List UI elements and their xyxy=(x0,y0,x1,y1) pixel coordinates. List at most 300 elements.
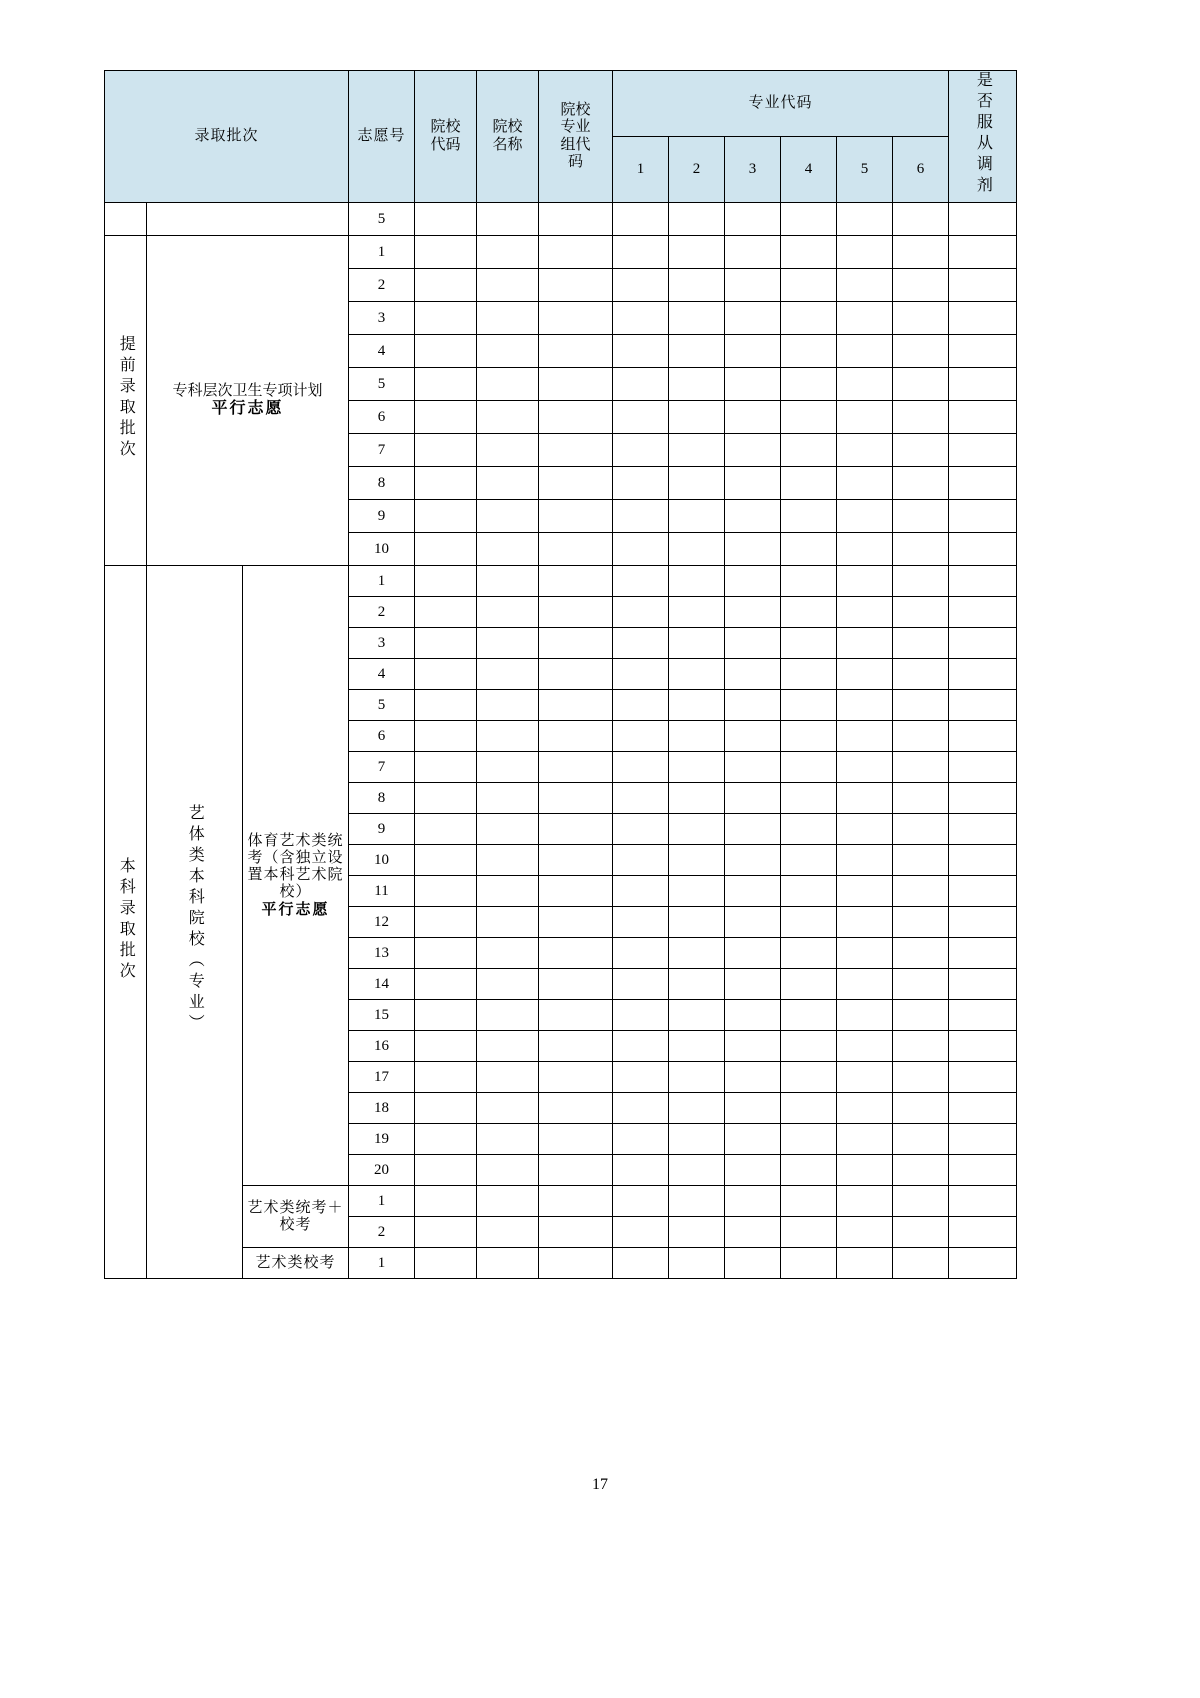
major-code-cell-2[interactable] xyxy=(669,335,725,368)
obey-adjust-cell[interactable] xyxy=(949,1186,1017,1217)
school-code-cell[interactable] xyxy=(415,1186,477,1217)
school-group-code-cell[interactable] xyxy=(539,269,613,302)
obey-adjust-cell[interactable] xyxy=(949,1031,1017,1062)
major-code-cell-1[interactable] xyxy=(613,302,669,335)
major-code-cell-2[interactable] xyxy=(669,752,725,783)
school-group-code-cell[interactable] xyxy=(539,467,613,500)
school-name-cell[interactable] xyxy=(477,1217,539,1248)
major-code-cell-6[interactable] xyxy=(893,659,949,690)
school-name-cell[interactable] xyxy=(477,814,539,845)
school-code-cell[interactable] xyxy=(415,814,477,845)
obey-adjust-cell[interactable] xyxy=(949,721,1017,752)
major-code-cell-2[interactable] xyxy=(669,302,725,335)
school-group-code-cell[interactable] xyxy=(539,783,613,814)
major-code-cell-1[interactable] xyxy=(613,1062,669,1093)
school-name-cell[interactable] xyxy=(477,1186,539,1217)
major-code-cell-2[interactable] xyxy=(669,721,725,752)
major-code-cell-3[interactable] xyxy=(725,368,781,401)
major-code-cell-3[interactable] xyxy=(725,721,781,752)
major-code-cell-3[interactable] xyxy=(725,1093,781,1124)
obey-adjust-cell[interactable] xyxy=(949,467,1017,500)
major-code-cell-3[interactable] xyxy=(725,938,781,969)
school-name-cell[interactable] xyxy=(477,467,539,500)
school-group-code-cell[interactable] xyxy=(539,533,613,566)
major-code-cell-5[interactable] xyxy=(837,434,893,467)
school-name-cell[interactable] xyxy=(477,783,539,814)
obey-adjust-cell[interactable] xyxy=(949,1248,1017,1279)
school-group-code-cell[interactable] xyxy=(539,1155,613,1186)
major-code-cell-5[interactable] xyxy=(837,907,893,938)
major-code-cell-3[interactable] xyxy=(725,434,781,467)
major-code-cell-3[interactable] xyxy=(725,1124,781,1155)
major-code-cell-4[interactable] xyxy=(781,1000,837,1031)
obey-adjust-cell[interactable] xyxy=(949,368,1017,401)
school-group-code-cell[interactable] xyxy=(539,907,613,938)
major-code-cell-2[interactable] xyxy=(669,500,725,533)
major-code-cell-6[interactable] xyxy=(893,1000,949,1031)
major-code-cell-3[interactable] xyxy=(725,1217,781,1248)
school-group-code-cell[interactable] xyxy=(539,1093,613,1124)
major-code-cell-4[interactable] xyxy=(781,236,837,269)
obey-adjust-cell[interactable] xyxy=(949,845,1017,876)
major-code-cell-5[interactable] xyxy=(837,597,893,628)
major-code-cell-4[interactable] xyxy=(781,845,837,876)
major-code-cell-3[interactable] xyxy=(725,814,781,845)
major-code-cell-2[interactable] xyxy=(669,1217,725,1248)
major-code-cell-3[interactable] xyxy=(725,335,781,368)
major-code-cell-6[interactable] xyxy=(893,1093,949,1124)
major-code-cell-6[interactable] xyxy=(893,752,949,783)
major-code-cell-6[interactable] xyxy=(893,434,949,467)
school-code-cell[interactable] xyxy=(415,659,477,690)
major-code-cell-4[interactable] xyxy=(781,1093,837,1124)
major-code-cell-4[interactable] xyxy=(781,203,837,236)
school-group-code-cell[interactable] xyxy=(539,938,613,969)
major-code-cell-5[interactable] xyxy=(837,1062,893,1093)
school-name-cell[interactable] xyxy=(477,721,539,752)
major-code-cell-6[interactable] xyxy=(893,814,949,845)
major-code-cell-2[interactable] xyxy=(669,467,725,500)
major-code-cell-4[interactable] xyxy=(781,876,837,907)
major-code-cell-5[interactable] xyxy=(837,783,893,814)
school-name-cell[interactable] xyxy=(477,1155,539,1186)
major-code-cell-3[interactable] xyxy=(725,1248,781,1279)
major-code-cell-6[interactable] xyxy=(893,1217,949,1248)
major-code-cell-6[interactable] xyxy=(893,628,949,659)
major-code-cell-5[interactable] xyxy=(837,269,893,302)
school-code-cell[interactable] xyxy=(415,628,477,659)
school-name-cell[interactable] xyxy=(477,907,539,938)
major-code-cell-2[interactable] xyxy=(669,1124,725,1155)
major-code-cell-4[interactable] xyxy=(781,814,837,845)
school-name-cell[interactable] xyxy=(477,1093,539,1124)
school-code-cell[interactable] xyxy=(415,1124,477,1155)
major-code-cell-1[interactable] xyxy=(613,1248,669,1279)
major-code-cell-1[interactable] xyxy=(613,236,669,269)
major-code-cell-3[interactable] xyxy=(725,597,781,628)
obey-adjust-cell[interactable] xyxy=(949,401,1017,434)
major-code-cell-2[interactable] xyxy=(669,659,725,690)
school-code-cell[interactable] xyxy=(415,1248,477,1279)
school-code-cell[interactable] xyxy=(415,938,477,969)
obey-adjust-cell[interactable] xyxy=(949,203,1017,236)
obey-adjust-cell[interactable] xyxy=(949,1062,1017,1093)
school-name-cell[interactable] xyxy=(477,401,539,434)
school-name-cell[interactable] xyxy=(477,1062,539,1093)
major-code-cell-1[interactable] xyxy=(613,597,669,628)
major-code-cell-6[interactable] xyxy=(893,690,949,721)
major-code-cell-5[interactable] xyxy=(837,721,893,752)
major-code-cell-5[interactable] xyxy=(837,302,893,335)
major-code-cell-3[interactable] xyxy=(725,1031,781,1062)
major-code-cell-2[interactable] xyxy=(669,269,725,302)
school-name-cell[interactable] xyxy=(477,597,539,628)
major-code-cell-1[interactable] xyxy=(613,659,669,690)
major-code-cell-4[interactable] xyxy=(781,1124,837,1155)
major-code-cell-6[interactable] xyxy=(893,1124,949,1155)
major-code-cell-6[interactable] xyxy=(893,302,949,335)
obey-adjust-cell[interactable] xyxy=(949,302,1017,335)
major-code-cell-3[interactable] xyxy=(725,628,781,659)
major-code-cell-2[interactable] xyxy=(669,690,725,721)
school-group-code-cell[interactable] xyxy=(539,814,613,845)
school-code-cell[interactable] xyxy=(415,1155,477,1186)
school-group-code-cell[interactable] xyxy=(539,597,613,628)
school-group-code-cell[interactable] xyxy=(539,335,613,368)
school-code-cell[interactable] xyxy=(415,1093,477,1124)
major-code-cell-1[interactable] xyxy=(613,566,669,597)
school-name-cell[interactable] xyxy=(477,1124,539,1155)
obey-adjust-cell[interactable] xyxy=(949,335,1017,368)
major-code-cell-4[interactable] xyxy=(781,467,837,500)
school-code-cell[interactable] xyxy=(415,876,477,907)
school-name-cell[interactable] xyxy=(477,938,539,969)
major-code-cell-3[interactable] xyxy=(725,566,781,597)
major-code-cell-3[interactable] xyxy=(725,1155,781,1186)
obey-adjust-cell[interactable] xyxy=(949,500,1017,533)
school-name-cell[interactable] xyxy=(477,236,539,269)
school-name-cell[interactable] xyxy=(477,845,539,876)
major-code-cell-1[interactable] xyxy=(613,467,669,500)
major-code-cell-6[interactable] xyxy=(893,368,949,401)
major-code-cell-4[interactable] xyxy=(781,597,837,628)
major-code-cell-2[interactable] xyxy=(669,845,725,876)
major-code-cell-4[interactable] xyxy=(781,1031,837,1062)
major-code-cell-5[interactable] xyxy=(837,1000,893,1031)
obey-adjust-cell[interactable] xyxy=(949,907,1017,938)
major-code-cell-6[interactable] xyxy=(893,203,949,236)
major-code-cell-5[interactable] xyxy=(837,1155,893,1186)
major-code-cell-5[interactable] xyxy=(837,1124,893,1155)
major-code-cell-2[interactable] xyxy=(669,1248,725,1279)
major-code-cell-1[interactable] xyxy=(613,1124,669,1155)
school-group-code-cell[interactable] xyxy=(539,876,613,907)
major-code-cell-1[interactable] xyxy=(613,938,669,969)
school-name-cell[interactable] xyxy=(477,434,539,467)
major-code-cell-5[interactable] xyxy=(837,500,893,533)
obey-adjust-cell[interactable] xyxy=(949,752,1017,783)
major-code-cell-6[interactable] xyxy=(893,597,949,628)
school-code-cell[interactable] xyxy=(415,269,477,302)
school-group-code-cell[interactable] xyxy=(539,845,613,876)
school-name-cell[interactable] xyxy=(477,368,539,401)
major-code-cell-6[interactable] xyxy=(893,907,949,938)
major-code-cell-3[interactable] xyxy=(725,1062,781,1093)
obey-adjust-cell[interactable] xyxy=(949,1093,1017,1124)
major-code-cell-1[interactable] xyxy=(613,335,669,368)
school-name-cell[interactable] xyxy=(477,876,539,907)
school-code-cell[interactable] xyxy=(415,434,477,467)
major-code-cell-1[interactable] xyxy=(613,1031,669,1062)
major-code-cell-2[interactable] xyxy=(669,876,725,907)
major-code-cell-4[interactable] xyxy=(781,302,837,335)
major-code-cell-1[interactable] xyxy=(613,814,669,845)
major-code-cell-4[interactable] xyxy=(781,721,837,752)
school-name-cell[interactable] xyxy=(477,335,539,368)
school-code-cell[interactable] xyxy=(415,752,477,783)
major-code-cell-4[interactable] xyxy=(781,566,837,597)
major-code-cell-6[interactable] xyxy=(893,467,949,500)
major-code-cell-4[interactable] xyxy=(781,335,837,368)
school-code-cell[interactable] xyxy=(415,533,477,566)
major-code-cell-6[interactable] xyxy=(893,1031,949,1062)
major-code-cell-1[interactable] xyxy=(613,401,669,434)
major-code-cell-6[interactable] xyxy=(893,533,949,566)
major-code-cell-2[interactable] xyxy=(669,236,725,269)
major-code-cell-6[interactable] xyxy=(893,938,949,969)
school-code-cell[interactable] xyxy=(415,597,477,628)
major-code-cell-2[interactable] xyxy=(669,597,725,628)
school-group-code-cell[interactable] xyxy=(539,236,613,269)
obey-adjust-cell[interactable] xyxy=(949,1155,1017,1186)
major-code-cell-5[interactable] xyxy=(837,845,893,876)
major-code-cell-6[interactable] xyxy=(893,500,949,533)
major-code-cell-6[interactable] xyxy=(893,783,949,814)
major-code-cell-3[interactable] xyxy=(725,467,781,500)
major-code-cell-5[interactable] xyxy=(837,1186,893,1217)
school-group-code-cell[interactable] xyxy=(539,659,613,690)
obey-adjust-cell[interactable] xyxy=(949,876,1017,907)
school-name-cell[interactable] xyxy=(477,500,539,533)
school-name-cell[interactable] xyxy=(477,1248,539,1279)
school-name-cell[interactable] xyxy=(477,269,539,302)
major-code-cell-1[interactable] xyxy=(613,721,669,752)
obey-adjust-cell[interactable] xyxy=(949,566,1017,597)
major-code-cell-1[interactable] xyxy=(613,1186,669,1217)
school-name-cell[interactable] xyxy=(477,628,539,659)
school-group-code-cell[interactable] xyxy=(539,500,613,533)
major-code-cell-1[interactable] xyxy=(613,907,669,938)
school-code-cell[interactable] xyxy=(415,1000,477,1031)
major-code-cell-5[interactable] xyxy=(837,876,893,907)
major-code-cell-4[interactable] xyxy=(781,969,837,1000)
obey-adjust-cell[interactable] xyxy=(949,814,1017,845)
obey-adjust-cell[interactable] xyxy=(949,969,1017,1000)
school-name-cell[interactable] xyxy=(477,533,539,566)
school-name-cell[interactable] xyxy=(477,1000,539,1031)
major-code-cell-3[interactable] xyxy=(725,876,781,907)
major-code-cell-2[interactable] xyxy=(669,566,725,597)
school-name-cell[interactable] xyxy=(477,752,539,783)
school-code-cell[interactable] xyxy=(415,907,477,938)
major-code-cell-6[interactable] xyxy=(893,1155,949,1186)
obey-adjust-cell[interactable] xyxy=(949,597,1017,628)
school-name-cell[interactable] xyxy=(477,659,539,690)
major-code-cell-5[interactable] xyxy=(837,1093,893,1124)
major-code-cell-2[interactable] xyxy=(669,1155,725,1186)
major-code-cell-6[interactable] xyxy=(893,566,949,597)
major-code-cell-2[interactable] xyxy=(669,368,725,401)
major-code-cell-6[interactable] xyxy=(893,236,949,269)
major-code-cell-4[interactable] xyxy=(781,1062,837,1093)
school-code-cell[interactable] xyxy=(415,500,477,533)
major-code-cell-5[interactable] xyxy=(837,814,893,845)
obey-adjust-cell[interactable] xyxy=(949,783,1017,814)
school-group-code-cell[interactable] xyxy=(539,628,613,659)
major-code-cell-5[interactable] xyxy=(837,533,893,566)
school-code-cell[interactable] xyxy=(415,1062,477,1093)
major-code-cell-6[interactable] xyxy=(893,1186,949,1217)
major-code-cell-6[interactable] xyxy=(893,1248,949,1279)
school-group-code-cell[interactable] xyxy=(539,1248,613,1279)
obey-adjust-cell[interactable] xyxy=(949,1124,1017,1155)
school-group-code-cell[interactable] xyxy=(539,1186,613,1217)
major-code-cell-6[interactable] xyxy=(893,845,949,876)
major-code-cell-2[interactable] xyxy=(669,1031,725,1062)
major-code-cell-4[interactable] xyxy=(781,752,837,783)
school-group-code-cell[interactable] xyxy=(539,1217,613,1248)
major-code-cell-5[interactable] xyxy=(837,659,893,690)
major-code-cell-5[interactable] xyxy=(837,566,893,597)
major-code-cell-2[interactable] xyxy=(669,1000,725,1031)
major-code-cell-3[interactable] xyxy=(725,659,781,690)
major-code-cell-5[interactable] xyxy=(837,938,893,969)
major-code-cell-1[interactable] xyxy=(613,368,669,401)
major-code-cell-4[interactable] xyxy=(781,368,837,401)
school-code-cell[interactable] xyxy=(415,368,477,401)
school-group-code-cell[interactable] xyxy=(539,203,613,236)
major-code-cell-3[interactable] xyxy=(725,1186,781,1217)
obey-adjust-cell[interactable] xyxy=(949,434,1017,467)
major-code-cell-5[interactable] xyxy=(837,1031,893,1062)
major-code-cell-4[interactable] xyxy=(781,269,837,302)
school-code-cell[interactable] xyxy=(415,302,477,335)
major-code-cell-2[interactable] xyxy=(669,938,725,969)
major-code-cell-2[interactable] xyxy=(669,814,725,845)
major-code-cell-3[interactable] xyxy=(725,907,781,938)
obey-adjust-cell[interactable] xyxy=(949,236,1017,269)
major-code-cell-3[interactable] xyxy=(725,1000,781,1031)
school-name-cell[interactable] xyxy=(477,302,539,335)
school-group-code-cell[interactable] xyxy=(539,368,613,401)
school-group-code-cell[interactable] xyxy=(539,1000,613,1031)
major-code-cell-5[interactable] xyxy=(837,401,893,434)
major-code-cell-3[interactable] xyxy=(725,783,781,814)
school-code-cell[interactable] xyxy=(415,845,477,876)
obey-adjust-cell[interactable] xyxy=(949,628,1017,659)
major-code-cell-6[interactable] xyxy=(893,876,949,907)
major-code-cell-4[interactable] xyxy=(781,659,837,690)
major-code-cell-1[interactable] xyxy=(613,1000,669,1031)
major-code-cell-2[interactable] xyxy=(669,1093,725,1124)
school-code-cell[interactable] xyxy=(415,335,477,368)
major-code-cell-2[interactable] xyxy=(669,1062,725,1093)
school-group-code-cell[interactable] xyxy=(539,401,613,434)
major-code-cell-1[interactable] xyxy=(613,434,669,467)
major-code-cell-5[interactable] xyxy=(837,752,893,783)
major-code-cell-5[interactable] xyxy=(837,690,893,721)
major-code-cell-2[interactable] xyxy=(669,1186,725,1217)
obey-adjust-cell[interactable] xyxy=(949,938,1017,969)
school-group-code-cell[interactable] xyxy=(539,1124,613,1155)
major-code-cell-1[interactable] xyxy=(613,628,669,659)
major-code-cell-6[interactable] xyxy=(893,1062,949,1093)
major-code-cell-6[interactable] xyxy=(893,401,949,434)
school-code-cell[interactable] xyxy=(415,969,477,1000)
major-code-cell-1[interactable] xyxy=(613,500,669,533)
major-code-cell-3[interactable] xyxy=(725,969,781,1000)
major-code-cell-2[interactable] xyxy=(669,401,725,434)
major-code-cell-1[interactable] xyxy=(613,783,669,814)
major-code-cell-5[interactable] xyxy=(837,368,893,401)
major-code-cell-3[interactable] xyxy=(725,401,781,434)
major-code-cell-5[interactable] xyxy=(837,335,893,368)
school-code-cell[interactable] xyxy=(415,203,477,236)
school-code-cell[interactable] xyxy=(415,467,477,500)
major-code-cell-2[interactable] xyxy=(669,203,725,236)
school-group-code-cell[interactable] xyxy=(539,434,613,467)
major-code-cell-3[interactable] xyxy=(725,533,781,566)
major-code-cell-4[interactable] xyxy=(781,783,837,814)
school-group-code-cell[interactable] xyxy=(539,302,613,335)
major-code-cell-6[interactable] xyxy=(893,335,949,368)
major-code-cell-1[interactable] xyxy=(613,1155,669,1186)
major-code-cell-1[interactable] xyxy=(613,1217,669,1248)
major-code-cell-6[interactable] xyxy=(893,269,949,302)
major-code-cell-2[interactable] xyxy=(669,533,725,566)
major-code-cell-1[interactable] xyxy=(613,876,669,907)
major-code-cell-1[interactable] xyxy=(613,1093,669,1124)
major-code-cell-6[interactable] xyxy=(893,721,949,752)
major-code-cell-4[interactable] xyxy=(781,907,837,938)
major-code-cell-4[interactable] xyxy=(781,690,837,721)
major-code-cell-4[interactable] xyxy=(781,533,837,566)
major-code-cell-5[interactable] xyxy=(837,467,893,500)
major-code-cell-3[interactable] xyxy=(725,302,781,335)
obey-adjust-cell[interactable] xyxy=(949,1000,1017,1031)
major-code-cell-1[interactable] xyxy=(613,969,669,1000)
major-code-cell-2[interactable] xyxy=(669,434,725,467)
major-code-cell-2[interactable] xyxy=(669,628,725,659)
major-code-cell-2[interactable] xyxy=(669,783,725,814)
major-code-cell-4[interactable] xyxy=(781,628,837,659)
school-group-code-cell[interactable] xyxy=(539,1031,613,1062)
major-code-cell-3[interactable] xyxy=(725,203,781,236)
school-code-cell[interactable] xyxy=(415,1217,477,1248)
major-code-cell-1[interactable] xyxy=(613,845,669,876)
school-group-code-cell[interactable] xyxy=(539,566,613,597)
school-group-code-cell[interactable] xyxy=(539,690,613,721)
major-code-cell-5[interactable] xyxy=(837,628,893,659)
major-code-cell-5[interactable] xyxy=(837,1248,893,1279)
school-group-code-cell[interactable] xyxy=(539,1062,613,1093)
school-group-code-cell[interactable] xyxy=(539,969,613,1000)
major-code-cell-5[interactable] xyxy=(837,203,893,236)
major-code-cell-4[interactable] xyxy=(781,1217,837,1248)
major-code-cell-1[interactable] xyxy=(613,269,669,302)
major-code-cell-4[interactable] xyxy=(781,1186,837,1217)
major-code-cell-3[interactable] xyxy=(725,845,781,876)
